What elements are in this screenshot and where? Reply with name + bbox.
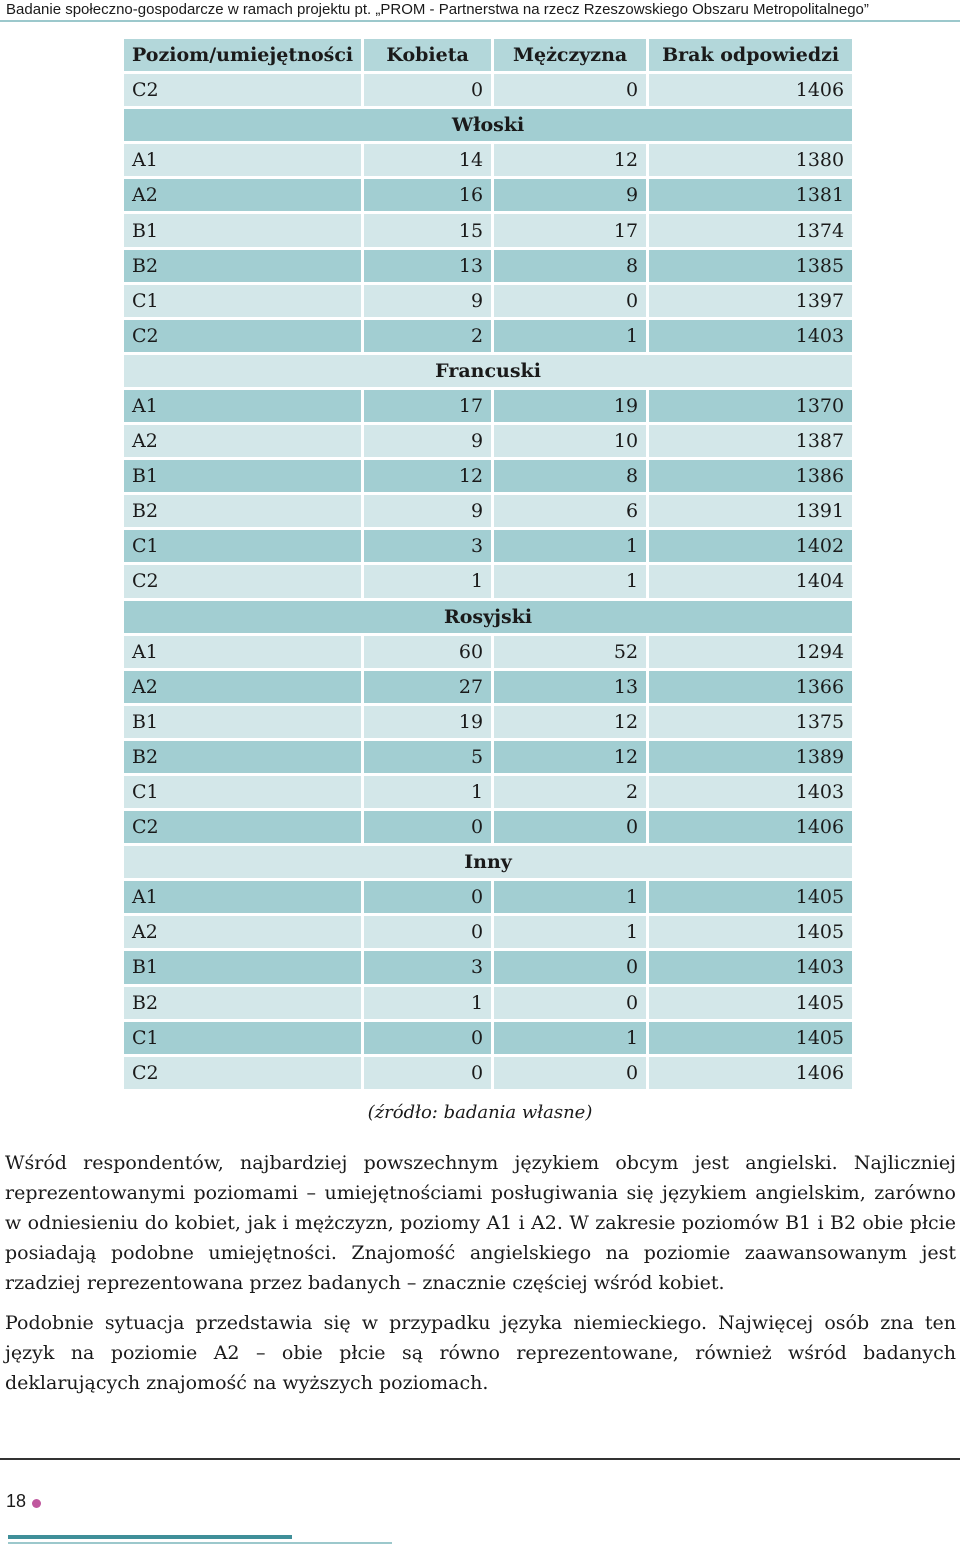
footer-accent-bar [8,1535,292,1539]
footer-divider [0,1458,960,1460]
cell-female: 12 [364,460,494,495]
cell-female: 27 [364,671,494,706]
cell-level: B2 [124,987,364,1022]
language-skills-table [124,39,855,1092]
section-label: Rosyjski [124,601,855,636]
cell-no-answer: 1370 [649,390,855,425]
table-row [124,1057,855,1092]
cell-female: 1 [364,565,494,600]
table-row [124,320,855,355]
cell-female: 60 [364,636,494,671]
cell-no-answer: 1387 [649,425,855,460]
cell-male: 19 [494,390,649,425]
cell-no-answer: 1386 [649,460,855,495]
cell-no-answer: 1391 [649,495,855,530]
table-row [124,916,855,951]
table-source-note: (źródło: badania własne) [367,1102,593,1123]
table-header-row [124,39,855,74]
cell-level: C2 [124,74,364,109]
section-label: Włoski [124,109,855,144]
table-body [124,74,855,1092]
cell-level: A1 [124,881,364,916]
cell-female: 9 [364,425,494,460]
table-row [124,74,855,109]
section-label: Francuski [124,355,855,390]
cell-no-answer: 1385 [649,250,855,285]
cell-level: C2 [124,565,364,600]
cell-level: A1 [124,144,364,179]
cell-female: 19 [364,706,494,741]
cell-male: 9 [494,179,649,214]
cell-male: 52 [494,636,649,671]
table-row [124,460,855,495]
cell-male: 12 [494,706,649,741]
table-row [124,811,855,846]
table-row [124,565,855,600]
cell-no-answer: 1366 [649,671,855,706]
cell-female: 17 [364,390,494,425]
cell-female: 3 [364,530,494,565]
cell-no-answer: 1380 [649,144,855,179]
cell-female: 1 [364,987,494,1022]
table-row [124,1022,855,1057]
cell-male: 8 [494,460,649,495]
table-row [124,776,855,811]
cell-level: B1 [124,214,364,249]
cell-level: C1 [124,776,364,811]
cell-level: A2 [124,179,364,214]
cell-female: 14 [364,144,494,179]
cell-level: B2 [124,250,364,285]
cell-level: C1 [124,530,364,565]
cell-no-answer: 1406 [649,74,855,109]
cell-level: A1 [124,636,364,671]
body-paragraph-german: Podobnie sytuacja przedstawia się w przypadku języka niemieckiego. Najwięcej osób zna ten język na poziomie A2 – obie płcie są równo reprezentowane, również wśród badanych deklarujących znajomość na wyższych poziomach. [5,1312,956,1394]
table-row [124,671,855,706]
cell-male: 1 [494,916,649,951]
table-row [124,250,855,285]
body-paragraph-english: Wśród respondentów, najbardziej powszechnym językiem obcym jest angielski. Najliczniej reprezentowanymi poziomami – umiejętnościami posługiwania się językiem angielskim, zarówno w odniesieniu do kobiet, jak i mężczyzn, poziomy A1 i A2. W zakresie poziomów B1 i B2 obie płcie posiadają podobne umiejętności. Znajomość angielskiego na poziomie zaawansowanym jest rzadziej reprezentowana przez badanych – znacznie częściej wśród kobiet. [5,1152,956,1294]
cell-male: 0 [494,1057,649,1092]
cell-male: 10 [494,425,649,460]
cell-female: 0 [364,811,494,846]
cell-female: 13 [364,250,494,285]
table-row [124,951,855,986]
table-row [124,741,855,776]
cell-male: 1 [494,530,649,565]
cell-level: B1 [124,460,364,495]
cell-female: 0 [364,1022,494,1057]
cell-level: A1 [124,390,364,425]
cell-level: C2 [124,811,364,846]
cell-male: 17 [494,214,649,249]
table-row [124,706,855,741]
cell-level: C2 [124,1057,364,1092]
cell-no-answer: 1381 [649,179,855,214]
cell-level: A2 [124,425,364,460]
cell-female: 2 [364,320,494,355]
cell-no-answer: 1405 [649,916,855,951]
cell-no-answer: 1406 [649,811,855,846]
cell-male: 0 [494,987,649,1022]
cell-male: 6 [494,495,649,530]
page-number: 18 [6,1491,27,1511]
table-section-row [124,355,855,390]
table-section-row [124,109,855,144]
cell-male: 1 [494,565,649,600]
section-label: Inny [124,846,855,881]
table-section-row [124,601,855,636]
table-row [124,390,855,425]
cell-no-answer: 1403 [649,320,855,355]
table-section-row [124,846,855,881]
cell-no-answer: 1404 [649,565,855,600]
cell-level: C1 [124,285,364,320]
table-row [124,285,855,320]
cell-level: A2 [124,916,364,951]
cell-female: 9 [364,285,494,320]
cell-level: C1 [124,1022,364,1057]
cell-no-answer: 1402 [649,530,855,565]
cell-level: B1 [124,706,364,741]
cell-no-answer: 1294 [649,636,855,671]
table-row [124,425,855,460]
cell-no-answer: 1405 [649,987,855,1022]
table-row [124,881,855,916]
column-header-no-answer: Brak odpowiedzi [649,39,855,74]
column-header-male: Mężczyzna [494,39,649,74]
cell-male: 13 [494,671,649,706]
cell-no-answer: 1403 [649,951,855,986]
cell-no-answer: 1405 [649,881,855,916]
table-row [124,144,855,179]
table-row [124,987,855,1022]
cell-male: 2 [494,776,649,811]
cell-level: C2 [124,320,364,355]
cell-male: 0 [494,951,649,986]
bullet-dot-icon [32,1499,41,1508]
cell-no-answer: 1389 [649,741,855,776]
cell-male: 12 [494,144,649,179]
cell-female: 9 [364,495,494,530]
cell-male: 1 [494,881,649,916]
footer-accent-line [8,1542,392,1544]
cell-no-answer: 1374 [649,214,855,249]
table-row [124,636,855,671]
cell-no-answer: 1375 [649,706,855,741]
cell-female: 0 [364,916,494,951]
cell-male: 12 [494,741,649,776]
table-row [124,179,855,214]
column-header-female: Kobieta [364,39,494,74]
cell-female: 16 [364,179,494,214]
cell-female: 3 [364,951,494,986]
cell-no-answer: 1403 [649,776,855,811]
cell-female: 0 [364,881,494,916]
cell-female: 5 [364,741,494,776]
table-row [124,495,855,530]
cell-no-answer: 1397 [649,285,855,320]
cell-male: 0 [494,285,649,320]
cell-level: B1 [124,951,364,986]
cell-male: 0 [494,811,649,846]
column-header-level: Poziom/umiejętności [124,39,364,74]
cell-no-answer: 1406 [649,1057,855,1092]
table-row [124,214,855,249]
cell-female: 0 [364,1057,494,1092]
cell-male: 0 [494,74,649,109]
cell-level: A2 [124,671,364,706]
cell-female: 15 [364,214,494,249]
running-header: Badanie społeczno-gospodarcze w ramach projektu pt. „PROM - Partnerstwa na rzecz Rzeszowskiego Obszaru Metropolitalnego” [0,0,960,22]
cell-no-answer: 1405 [649,1022,855,1057]
table-row [124,530,855,565]
cell-level: B2 [124,495,364,530]
cell-female: 0 [364,74,494,109]
cell-female: 1 [364,776,494,811]
cell-male: 1 [494,320,649,355]
cell-level: B2 [124,741,364,776]
cell-male: 8 [494,250,649,285]
cell-male: 1 [494,1022,649,1057]
